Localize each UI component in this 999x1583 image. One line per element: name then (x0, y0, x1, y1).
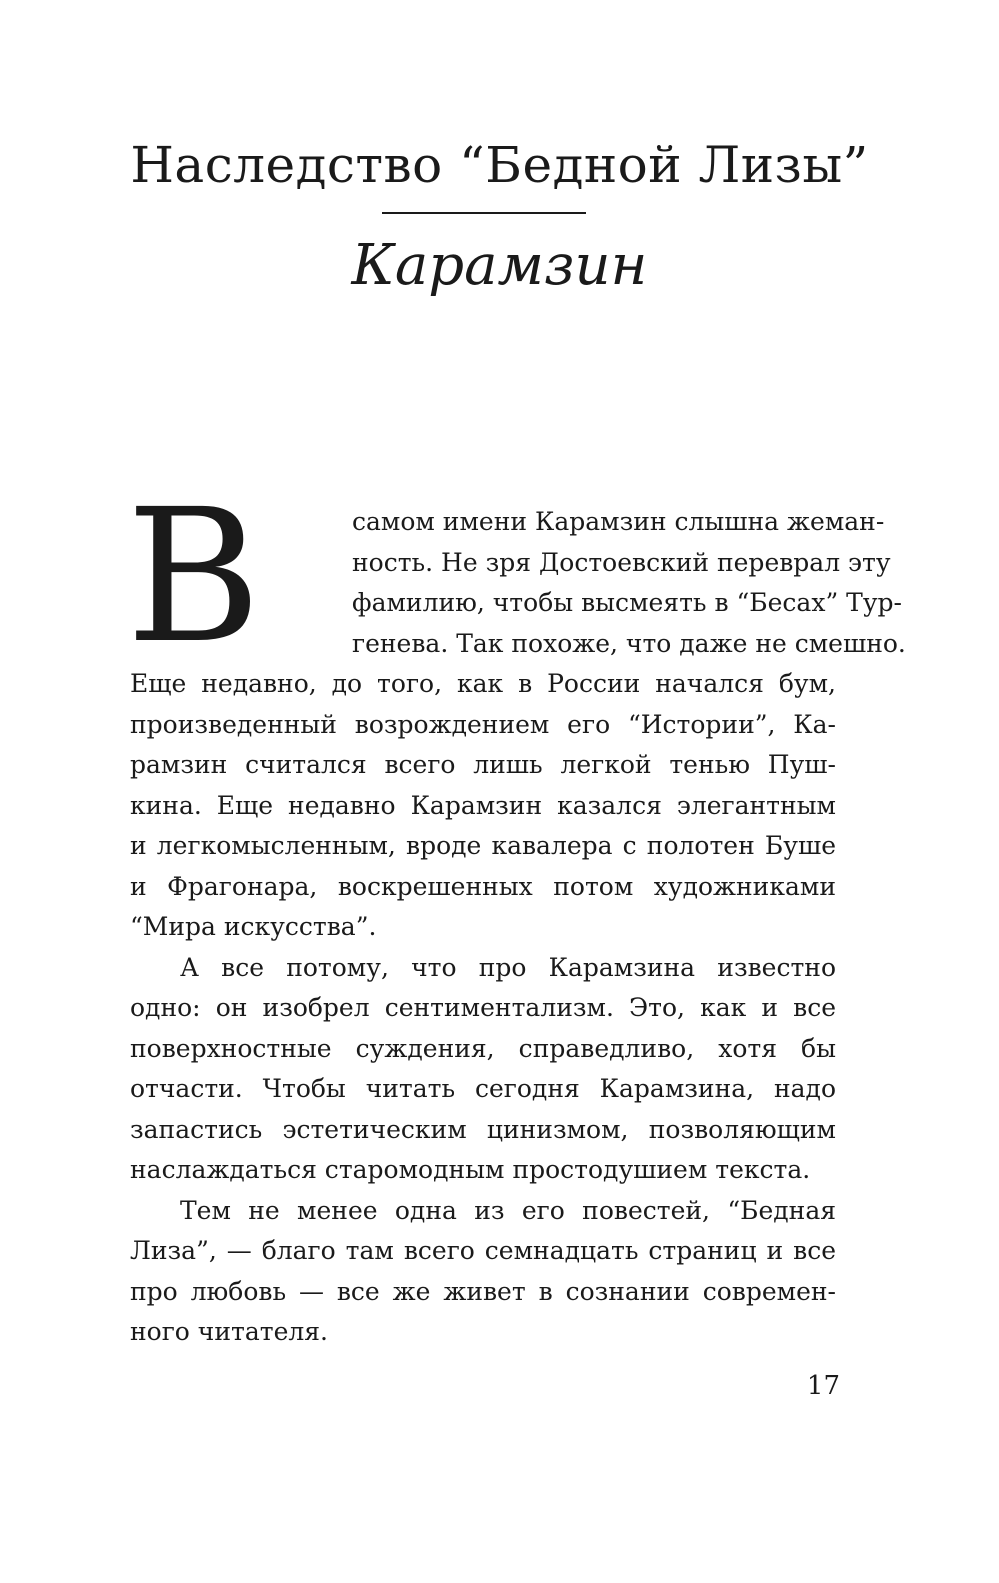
text-line: ность. Не зря Достоевский переврал эту (352, 547, 891, 577)
text-line: кина. Еще недавно Карамзин казался элегантным (130, 790, 836, 820)
title-divider (382, 212, 586, 214)
chapter-title: Наследство “Бедной Лизы” (130, 136, 869, 194)
text-line: наслаждаться старомодным простодушием текста. (130, 1155, 811, 1184)
text-line: генева. Так похоже, что даже не смешно. (352, 628, 906, 658)
page-number: 17 (806, 1371, 840, 1401)
text-line: произведенный возрождением его “Истории”, Ка- (130, 709, 836, 739)
drop-cap: В (126, 470, 262, 684)
text-line: рамзин считался всего лишь легкой тенью Пуш- (130, 750, 836, 779)
text-line: Тем не менее одна из его повестей, “Бедная (180, 1195, 836, 1225)
text-line: отчасти. Чтобы читать сегодня Карамзина, надо (130, 1074, 836, 1103)
text-line: ного читателя. (130, 1317, 328, 1346)
text-line: запастись эстетическим цинизмом, позволяющим (130, 1114, 836, 1144)
body-text (126, 470, 906, 1353)
text-line: и легкомысленным, вроде кавалера с полотен Буше (130, 831, 836, 860)
text-line: А все потому, что про Карамзина известно (180, 952, 836, 982)
text-line: про любовь — все же живет в сознании современ- (130, 1276, 836, 1306)
text-line: самом имени Карамзин слышна жеман- (352, 507, 885, 536)
chapter-author: Карамзин (351, 233, 648, 298)
text-line: Лиза”, — благо там всего семнадцать страниц и все (130, 1236, 836, 1265)
text-line: и Фрагонара, воскрешенных потом художниками (130, 871, 836, 901)
text-line: одно: он изобрел сентиментализм. Это, как и все (130, 993, 836, 1022)
text-line: Еще недавно, до того, как в России начался бум, (130, 669, 836, 698)
text-line: поверхностные суждения, справедливо, хотя бы (130, 1033, 836, 1063)
text-line: фамилию, чтобы высмеять в “Бесах” Тур- (352, 588, 902, 617)
text-line: “Мира искусства”. (130, 912, 377, 941)
